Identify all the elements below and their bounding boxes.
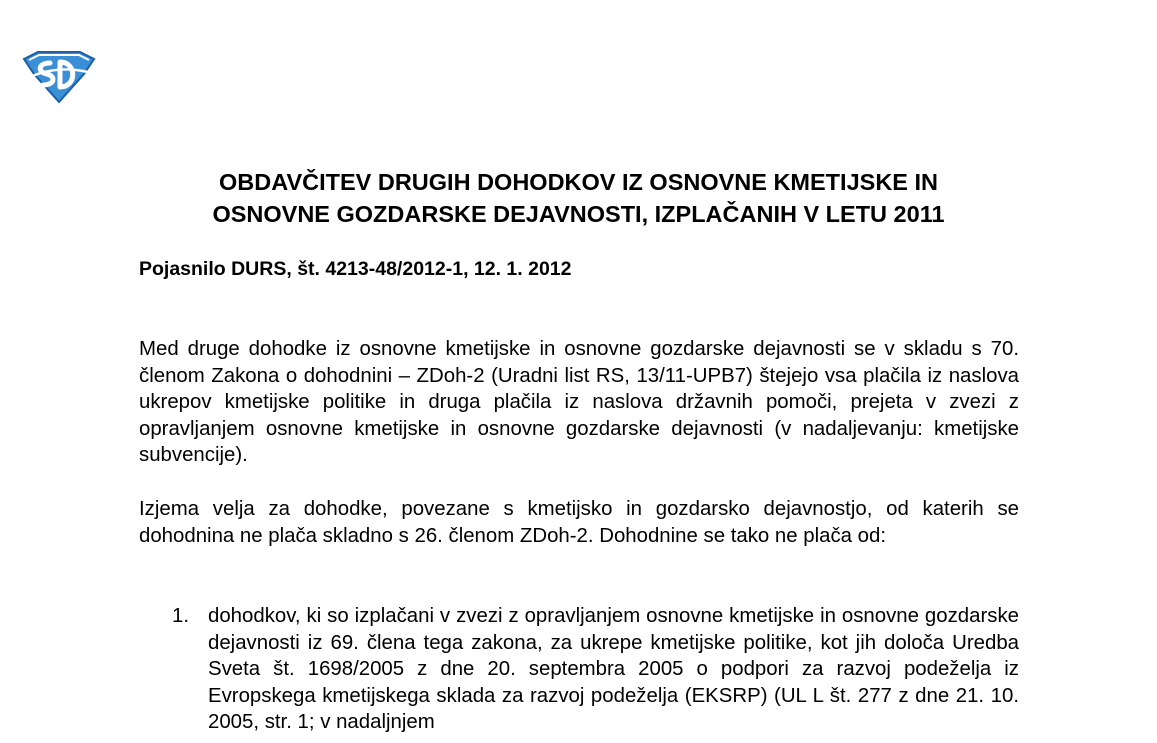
title-line-2: OSNOVNE GOZDARSKE DEJAVNOSTI, IZPLAČANIH V LETU 2011	[212, 201, 945, 227]
paragraph-1: Med druge dohodke iz osnovne kmetijske in osnovne gozdarske dejavnosti se v skladu s 70. členom Zakona o dohodnini – ZDoh-2 (Uradni list RS, 13/11-UPB7) štejejo vsa plačila iz naslova ukrepov kmetijske politike in druga plačila iz naslova državnih pomoči, prejeta v zvezi z opravljanjem osnovne kmetijske in osnovne gozdarske dejavnosti (v nadaljevanju: kmetijske subvencije).	[139, 338, 1019, 467]
sd-logo	[22, 50, 96, 104]
numbered-list	[139, 603, 1019, 736]
list-item	[139, 603, 1019, 736]
sd-logo-shield	[22, 50, 96, 104]
list-item-text: dohodkov, ki so izplačani v zvezi z opravljanjem osnovne kmetijske in osnovne gozdarske dejavnosti iz 69. člena tega zakona, za ukrepe kmetijske politike, kot jih določa Uredba Sveta št. 1698/2005 z dne 20. septembra 2005 o podpori za razvoj podeželja iz Evropskega kmetijskega sklada za razvoj podeželja (EKSRP) (UL L št. 277 z dne 21. 10. 2005, str. 1; v nadaljnjem	[208, 605, 1019, 734]
document-title	[0, 166, 1157, 230]
paragraph-2: Izjema velja za dohodke, povezane s kmetijsko in gozdarsko dejavnostjo, od katerih se dohodnina ne plača skladno s 26. členom ZDoh-2. Dohodnine se tako ne plača od:	[139, 498, 1019, 547]
title-line-1: OBDAVČITEV DRUGIH DOHODKOV IZ OSNOVNE KMETIJSKE IN	[219, 169, 938, 195]
list-item-number: 1.	[172, 605, 190, 627]
document-subtitle: Pojasnilo DURS, št. 4213-48/2012-1, 12. 1. 2012	[139, 258, 572, 280]
